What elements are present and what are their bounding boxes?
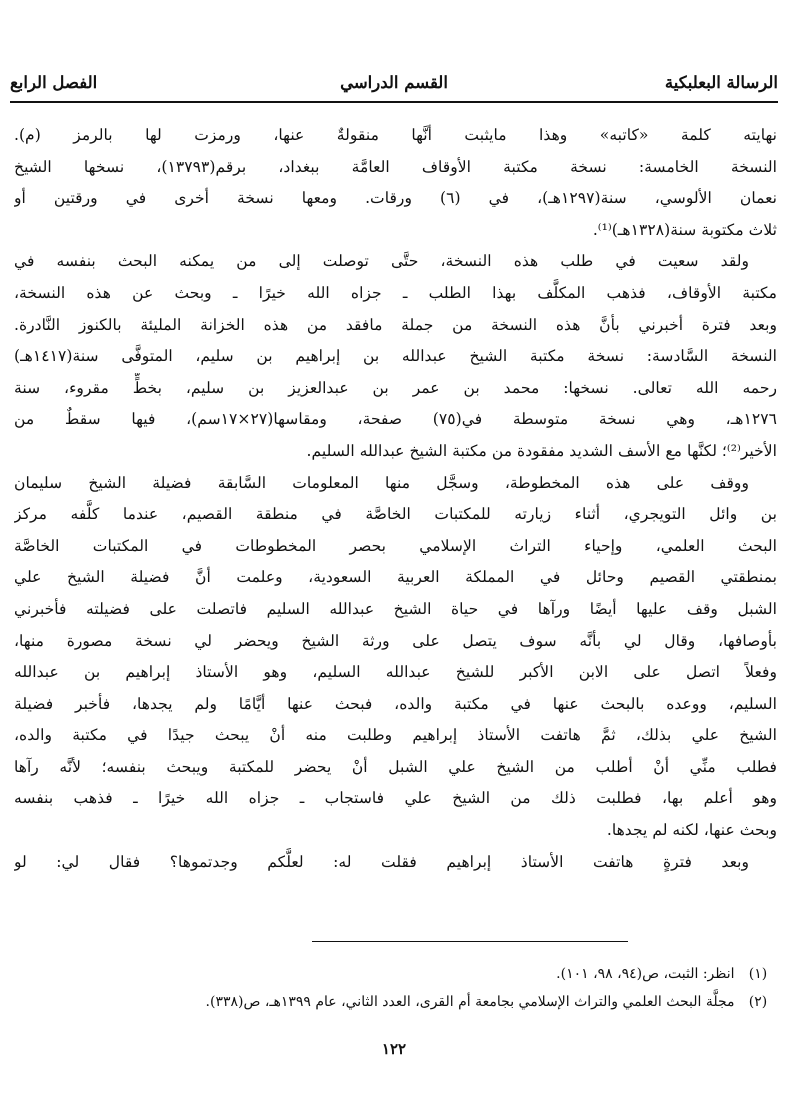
- footnote-text: مجلَّة البحث العلمي والتراث الإسلامي بجامعة أم القرى، العدد الثاني، عام ١٣٩٩هـ، ص(٣٣٨).: [205, 994, 735, 1010]
- text-line: وهو أعلم بها، فطلبت ذلك من الشيخ علي فاستجاب ـ جزاه الله خيرًا ـ فذهب بنفسه: [14, 789, 777, 808]
- text-line: السليم، ووعده بالبحث عنها في مكتبة والده، فبحث عنها أيَّامًا ولم يجدها، فأخبر فضيلة: [14, 694, 777, 713]
- text-line: ووقف على هذه المخطوطة، وسجَّل منها المعلومات السَّابقة فضيلة الشيخ سليمان: [14, 473, 749, 492]
- text-line: الأخير⁽²⁾؛ لكنَّها مع الأسف الشديد مفقودة من مكتبة الشيخ عبدالله السليم.: [306, 441, 777, 460]
- page-number: ١٢٢: [381, 1040, 407, 1058]
- running-header: [10, 68, 778, 98]
- book-title: الرسالة البعلبكية: [664, 73, 778, 92]
- text-line: ١٢٧٦هـ، وهي نسخة متوسطة في(٧٥) صفحة، ومقاسها(٢٧×١٧سم)، فيها سقطٌ من: [14, 410, 777, 429]
- text-line: مكتبة الأوقاف، فذهب المكلَّف بهذا الطلب ـ جزاه الله خيرًا ـ وبحث عن هذه النسخة،: [14, 283, 777, 302]
- header-rule: [10, 101, 778, 103]
- footnote-number: (١): [748, 966, 768, 982]
- section-title: القسم الدراسي: [340, 73, 448, 92]
- text-line: نهايته كلمة «كاتبه» وهذا مايثبت أنَّها منقولةٌ عنها، ورمزت لها بالرمز (م).: [14, 126, 777, 144]
- chapter-title: الفصل الرابع: [10, 73, 98, 92]
- text-line: الشيخ علي بذلك، ثمَّ هاتفت الأستاذ إبراهيم وطلبت منه أنْ يبحث جيدًا في مكتبة والده،: [14, 726, 777, 745]
- text-line: وبعد فترةٍ هاتفت الأستاذ إبراهيم فقلت له: لعلَّكم وجدتموها؟ فقال لي: لو: [14, 852, 749, 871]
- footnote-separator: [312, 941, 628, 942]
- text-line: نعمان الألوسي، سنة(١٢٩٧هـ)، في (٦) ورقات. ومعها نسخة أخرى في ورقتين أو: [14, 189, 777, 208]
- text-line: ثلاث مكتوبة سنة(١٣٢٨هـ)⁽¹⁾.: [592, 220, 777, 239]
- footnote-text: انظر: الثبت، ص(٩٤، ٩٨، ١٠١).: [556, 966, 735, 982]
- text-line: بمنطقتي القصيم وحائل في المملكة العربية السعودية، وعلمت أنَّ فضيلة الشيخ علي: [14, 568, 777, 587]
- text-line: النسخة الخامسة: نسخة مكتبة الأوقاف العامَّة ببغداد، برقم(١٣٧٩٣)، نسخها الشيخ: [14, 157, 777, 176]
- footnote-item: [14, 960, 777, 988]
- text-line: البحث العلمي، وإحياء التراث الإسلامي بحصر المخطوطات في المكتبات الخاصَّة: [14, 536, 777, 555]
- text-line: ولقد سعيت في طلب هذه النسخة، حتَّى توصلت إلى من يمكنه البحث بنفسه في: [14, 252, 749, 271]
- footnote-number: (٢): [748, 994, 768, 1010]
- text-line: فطلب منِّي أنْ أطلب من الشيخ علي الشبل أنْ يحضر للمكتبة ويبحث بنفسه؛ لأنَّه رآها: [14, 757, 777, 776]
- body-text: [14, 120, 777, 878]
- text-line: رحمه الله تعالى. نسخها: محمد بن عمر بن عبدالعزيز بن سليم، بخطٍّ مقروء، سنة: [14, 378, 777, 397]
- text-line: وبحث عنها، لكنه لم يجدها.: [606, 821, 777, 840]
- text-line: بأوصافها، وقال لي بأنَّه سوف يتصل على ورثة الشيخ ويحضر لي نسخة مصورة منها،: [14, 631, 777, 650]
- footnotes: [14, 960, 777, 1016]
- text-line: وبعد فترة أخبرني بأنَّ هذه النسخة من جملة مافقد من هذه الخزانة المليئة بالكنوز النَّادرة.: [14, 315, 777, 334]
- text-line: وفعلاً اتصل على الابن الأكبر للشيخ عبدالله السليم، وهو الأستاذ إبراهيم بن عبدالله: [14, 663, 777, 682]
- footnote-item: [14, 988, 777, 1016]
- text-line: بن وائل التويجري، أثناء زيارته للمكتبات الخاصَّة في منطقة القصيم، عندما كلَّفه مركز: [14, 505, 777, 524]
- text-line: النسخة السَّادسة: نسخة مكتبة الشيخ عبدالله بن إبراهيم بن سليم، المتوفَّى سنة(١٤١٧هـ): [14, 347, 777, 366]
- text-line: الشبل وقف عليها أيضًا ورآها في حياة الشيخ عبدالله السليم فاتصلت على فضيلته فأخبرني: [14, 599, 777, 618]
